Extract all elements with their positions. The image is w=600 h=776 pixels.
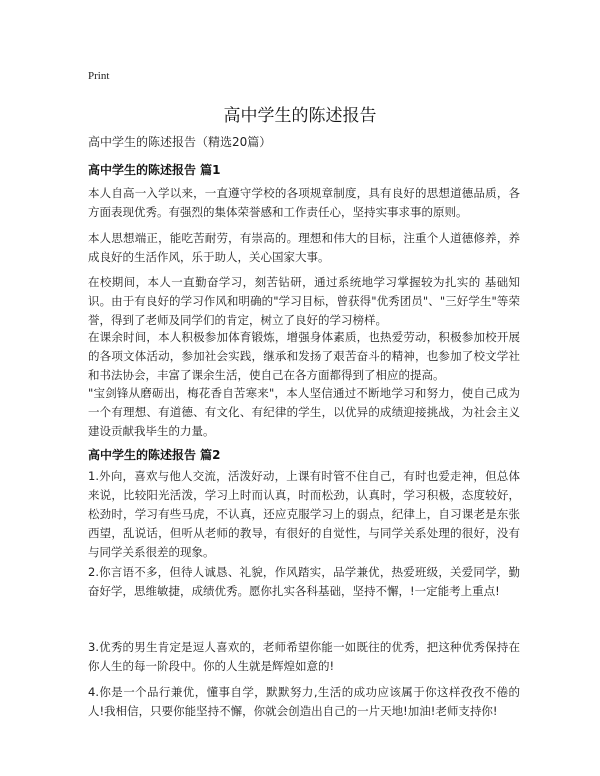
- section-2-paragraph-1: 1.外向，喜欢与他人交流，活泼好动，上课有时管不住自己，有时也爱走神，但总体来说，比较阳光活泼，学习上时而认真，时而松劲，认真时，学习积极，态度较好，松劲时，学习有些马虎，不认真，还应克服学习上的弱点，纪律上，自习课老是东张西望，乱说话，但听从老师的教导，有很好的自觉性，与同学关系处理的很好，没有与同学关系很差的现象。: [88, 469, 520, 559]
- section-2-paragraph-4: 4.你是一个品行兼优，懂事自学，默默努力,生活的成功应该属于你这样孜孜不倦的人!我相信，只要你能坚持不懈，你就会创造出自己的一片天地!加油!老师支持你!: [88, 685, 520, 718]
- section-1-paragraph-1: 本人自高一入学以来，一直遵守学校的各项规章制度，具有良好的思想道德品质，各方面表现优秀。有强烈的集体荣誉感和工作责任心，坚持实事求事的原则。: [88, 186, 520, 219]
- print-link[interactable]: Print: [88, 70, 110, 82]
- section-1-paragraph-5: "宝剑锋从磨砺出，梅花香自苦寒来"，本人坚信通过不断地学习和努力，使自己成为一个有理想、有道德、有文化、有纪律的学生，以优异的成绩迎接挑战，为社会主义建设贡献我毕生的力量。: [88, 386, 520, 438]
- section-heading-2: 高中学生的陈述报告 篇2: [88, 448, 221, 462]
- section-2-paragraph-2: 2.你言语不多，但待人诚恳、礼貌，作风踏实，品学兼优，热爱班级，关爱同学，勤奋好学，思维敏捷，成绩优秀。愿你扎实各科基础，坚持不懈，!一定能考上重点!: [88, 565, 520, 598]
- section-1-paragraph-3: 在校期间，本人一直勤奋学习，刻苦钻研，通过系统地学习掌握较为扎实的 基础知识。由于有良好的学习作风和明确的"学习目标，曾获得"优秀团员"、"三好学生"等荣誉，得到了老师及同学们的肯定，树立了良好的学习榜样。: [88, 275, 520, 327]
- document-subtitle: 高中学生的陈述报告（精选20篇）: [88, 135, 272, 149]
- section-1-paragraph-2: 本人思想端正，能吃苦耐劳，有崇高的。理想和伟大的目标，注重个人道德修养，养成良好的生活作风，乐于助人，关心国家大事。: [88, 231, 520, 264]
- section-1-paragraph-4: 在课余时间，本人积极参加体育锻炼，增强身体素质，也热爱劳动，积极参加校开展的各项文体活动，参加社会实践，继承和发扬了艰苦奋斗的精神，也参加了校文学社和书法协会，丰富了课余生活，使自己在各方面都得到了相应的提高。: [88, 330, 520, 382]
- section-2-paragraph-3: 3.优秀的男生肯定是逗人喜欢的，老师希望你能一如既往的优秀，把这种优秀保持在你人生的每一阶段中。你的人生就是辉煌如意的!: [88, 640, 520, 673]
- page-title: 高中学生的陈述报告: [223, 106, 377, 126]
- section-heading-1: 高中学生的陈述报告 篇1: [88, 163, 221, 177]
